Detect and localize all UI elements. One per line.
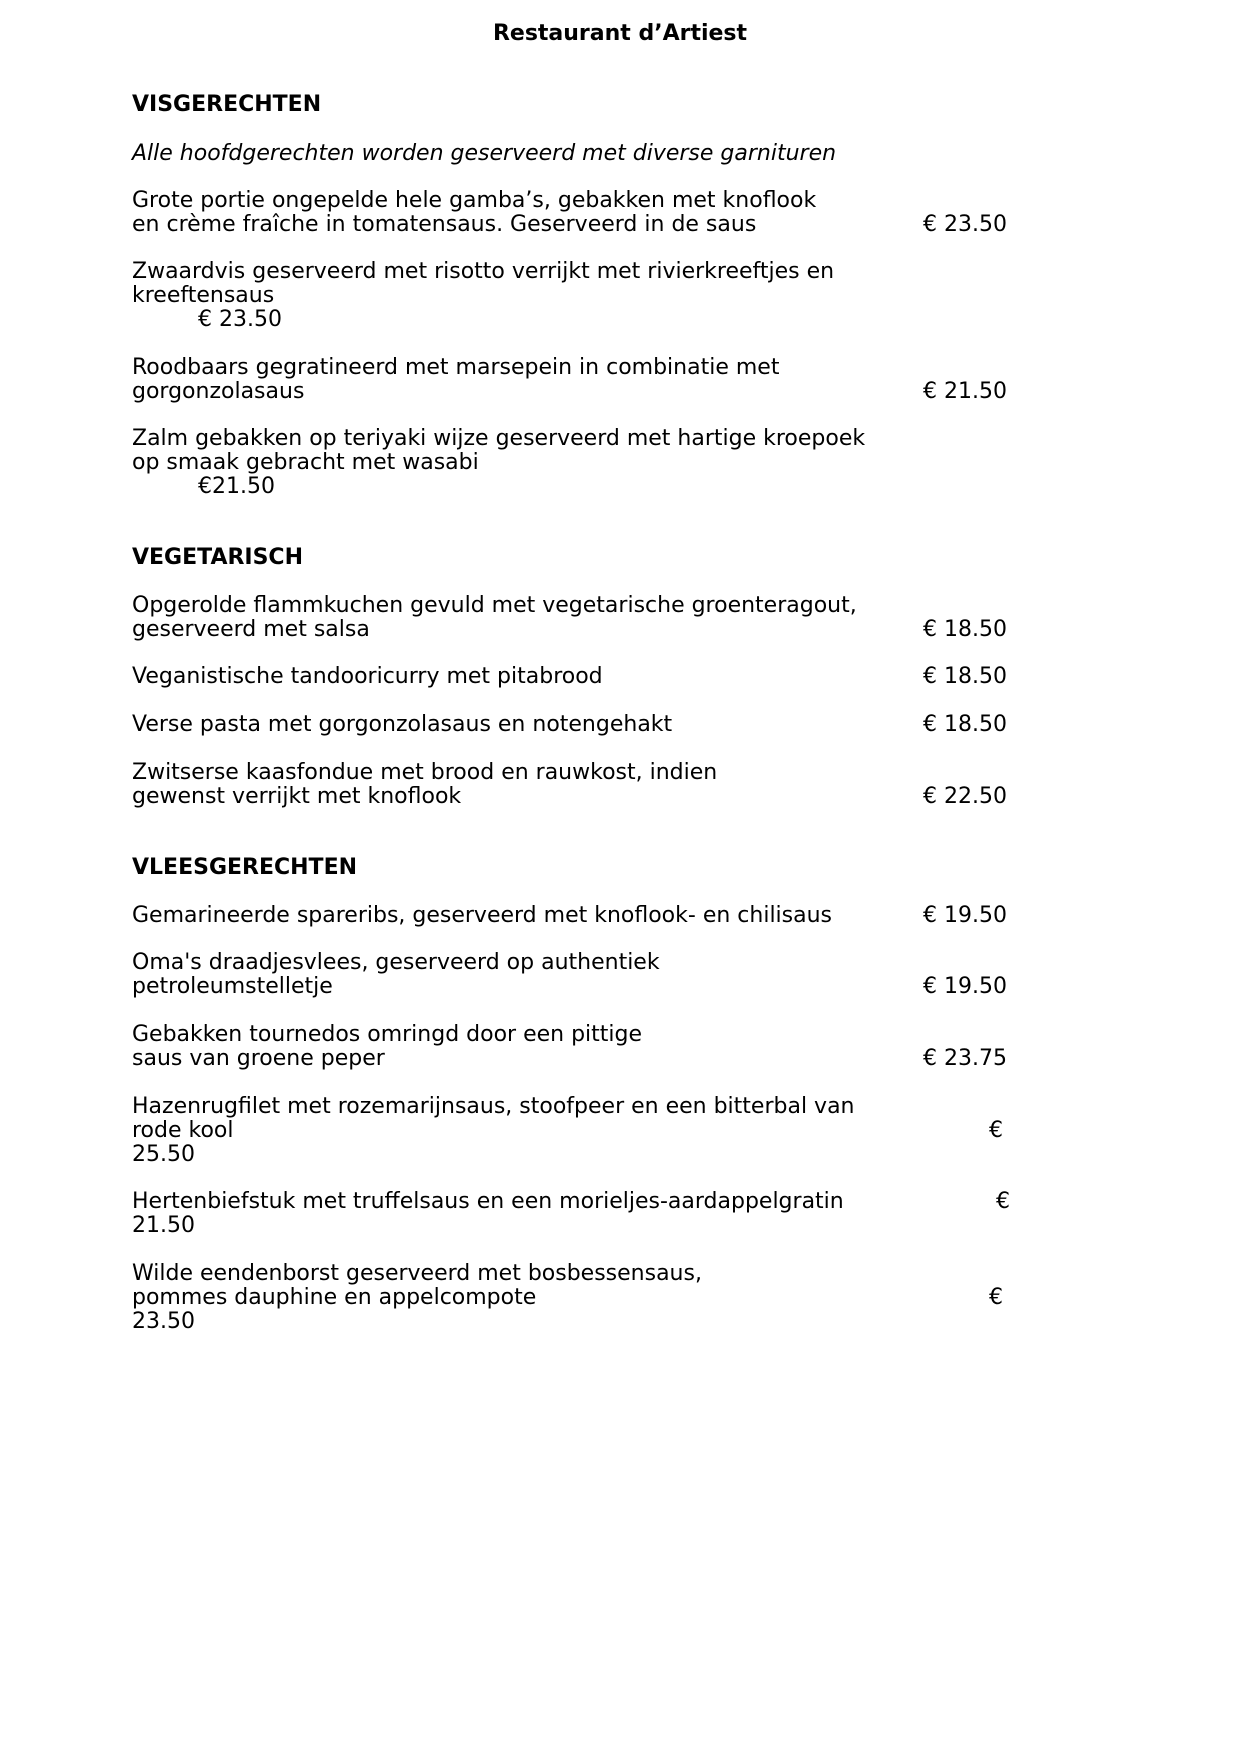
item-description: Oma's draadjesvlees, geserveerd op authentiek — [132, 950, 660, 975]
item-price: € 23.75 — [923, 1046, 1007, 1071]
item-description: Grote portie ongepelde hele gamba’s, gebakken met knoflook — [132, 188, 817, 213]
item-price: € 18.50 — [923, 712, 1007, 737]
item-price-value: 23.50 — [132, 1309, 195, 1334]
item-description: geserveerd met salsa — [132, 617, 370, 642]
item-description: Opgerolde flammkuchen gevuld met vegetarische groenteragout, — [132, 593, 857, 618]
item-description: Hertenbiefstuk met truffelsaus en een morieljes-aardappelgratin — [132, 1189, 844, 1214]
section-heading-vleesgerechten: VLEESGERECHTEN — [132, 855, 358, 880]
item-description: Zalm gebakken op teriyaki wijze geserveerd met hartige kroepoek — [132, 426, 866, 451]
item-description: op smaak gebracht met wasabi — [132, 450, 479, 475]
item-description: pommes dauphine en appelcompote — [132, 1285, 537, 1310]
item-price-symbol: € — [989, 1118, 1003, 1143]
item-description: Gemarineerde spareribs, geserveerd met knoflook- en chilisaus — [132, 903, 833, 928]
item-description: Roodbaars gegratineerd met marsepein in combinatie met — [132, 355, 780, 380]
item-description: Veganistische tandooricurry met pitabrood — [132, 664, 603, 689]
item-description: saus van groene peper — [132, 1046, 385, 1071]
item-description: Zwitserse kaasfondue met brood en rauwkost, indien — [132, 760, 718, 785]
item-description: petroleumstelletje — [132, 974, 333, 999]
item-description: Wilde eendenborst geserveerd met bosbessensaus, — [132, 1261, 702, 1286]
item-description: Verse pasta met gorgonzolasaus en notengehakt — [132, 712, 673, 737]
item-price: € 23.50 — [198, 307, 282, 332]
section-heading-visgerechten: VISGERECHTEN — [132, 92, 322, 117]
item-price: € 21.50 — [923, 379, 1007, 404]
item-price: € 18.50 — [923, 664, 1007, 689]
item-price: €21.50 — [198, 474, 275, 499]
item-description: en crème fraîche in tomatensaus. Geserveerd in de saus — [132, 212, 757, 237]
item-description: gewenst verrijkt met knoflook — [132, 784, 462, 809]
item-price-value: 21.50 — [132, 1213, 195, 1238]
item-price-value: 25.50 — [132, 1142, 195, 1167]
item-price: € 19.50 — [923, 974, 1007, 999]
page-title: Restaurant d’Artiest — [492, 21, 748, 46]
item-price: € 22.50 — [923, 784, 1007, 809]
item-description: Hazenrugfilet met rozemarijnsaus, stoofpeer en een bitterbal van — [132, 1094, 855, 1119]
section-heading-vegetarisch: VEGETARISCH — [132, 545, 303, 570]
item-price-symbol: € — [996, 1189, 1010, 1214]
item-description: kreeftensaus — [132, 283, 275, 308]
item-price: € 18.50 — [923, 617, 1007, 642]
item-price: € 23.50 — [923, 212, 1007, 237]
section-note: Alle hoofdgerechten worden geserveerd met diverse garnituren — [132, 141, 837, 166]
item-description: Gebakken tournedos omringd door een pittige — [132, 1022, 643, 1047]
item-description: rode kool — [132, 1118, 234, 1143]
item-price-symbol: € — [989, 1285, 1003, 1310]
item-price: € 19.50 — [923, 903, 1007, 928]
item-description: Zwaardvis geserveerd met risotto verrijkt met rivierkreeftjes en — [132, 259, 835, 284]
item-description: gorgonzolasaus — [132, 379, 305, 404]
